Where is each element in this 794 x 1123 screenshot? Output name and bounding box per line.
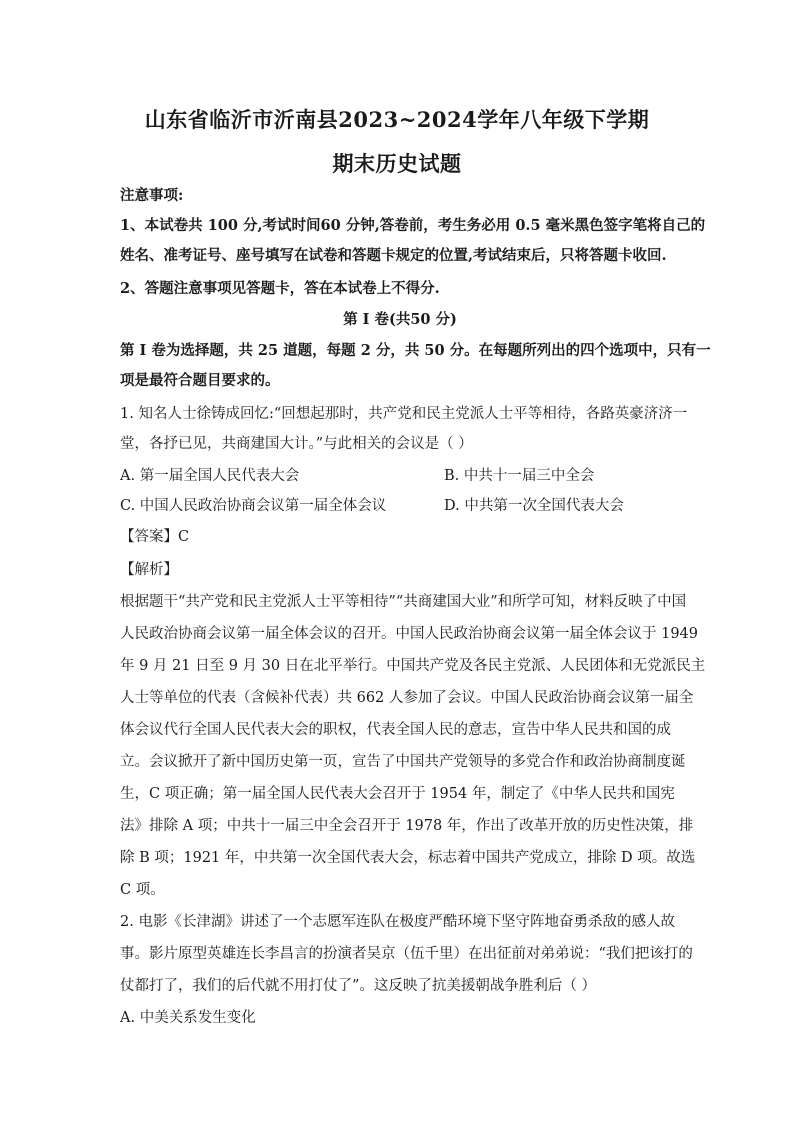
q1-stem-line1: 1. 知名人士徐铸成回忆:“回想起那时，共产党和民主党派人士平等相待，各路英豪济济一	[120, 406, 688, 422]
q1-analysis-line: 人民政治协商会议第一届全体会议的召开。中国人民政治协商会议第一届全体会议于 1949	[120, 626, 699, 642]
exam-title-line1: 山东省临沂市沂南县2023~2024学年八年级下学期	[144, 107, 650, 132]
q1-answer: 【答案】C	[120, 529, 190, 545]
notice-item2: 2、答题注意事项见答题卡，答在本试卷上不得分.	[120, 280, 440, 297]
q1-analysis-line: 法》排除 A 项；中共十一届三中全会召开于 1978 年，作出了改革开放的历史性决策，排	[120, 818, 694, 834]
q1-option-c: C. 中国人民政治协商会议第一届全体会议	[120, 498, 387, 514]
q1-analysis-line: 生，C 项正确；第一届全国人民代表大会召开于 1954 年，制定了《中华人民共和国宪	[120, 786, 675, 802]
q2-option-a: A. 中美关系发生变化	[120, 1010, 256, 1026]
q1-option-d: D. 中共第一次全国代表大会	[444, 498, 624, 514]
q1-analysis-line: 除 B 项；1921 年，中共第一次全国代表大会，标志着中国共产党成立，排除 D 项。故选	[120, 850, 696, 866]
q1-option-b: B. 中共十一届三中全会	[444, 468, 595, 484]
q1-analysis-line: 体会议代行全国人民代表大会的职权，代表全国人民的意志，宣告中华人民共和国的成	[120, 722, 671, 738]
q1-stem-line2: 堂，各抒已见，共商建国大计。”与此相关的会议是（ ）	[120, 436, 473, 452]
notice-item1-line2: 姓名、准考证号、座号填写在试卷和答题卡规定的位置,考试结束后，只将答题卡收回.	[120, 247, 667, 264]
q1-analysis-line: 人士等单位的代表（含候补代表）共 662 人参加了会议。中国人民政治协商会议第一届全	[120, 690, 694, 706]
section1-intro-line1: 第 I 卷为选择题，共 25 道题，每题 2 分，共 50 分。在每题所列出的四个选项中，只有一	[120, 342, 711, 359]
q1-analysis-line: 立。会议掀开了新中国历史第一页，宣告了中国共产党领导的多党合作和政治协商制度诞	[120, 754, 686, 770]
notice-heading: 注意事项:	[120, 187, 184, 204]
section1-intro-line2: 项是最符合题目要求的。	[120, 372, 280, 389]
q2-stem-line: 事。影片原型英雄连长李昌言的扮演者吴京（伍千里）在出征前对弟弟说：“我们把该打的	[120, 946, 693, 962]
q1-analysis-heading: 【解析】	[120, 562, 178, 578]
q1-analysis-line: C 项。	[120, 882, 165, 898]
notice-item1-line1: 1、本试卷共 100 分,考试时间60 分钟,答卷前，考生务必用 0.5 毫米黑色签字笔将自己的	[120, 217, 706, 234]
exam-title-line2: 期末历史试题	[332, 151, 462, 176]
q2-stem-line: 仗都打了，我们的后代就不用打仗了”。这反映了抗美援朝战争胜利后（ ）	[120, 978, 597, 994]
q1-analysis-line: 根据题干“共产党和民主党派人士平等相待”“共商建国大业”和所学可知，材料反映了中国	[120, 594, 687, 610]
q1-analysis-line: 年 9 月 21 日至 9 月 30 日在北平举行。中国共产党及各民主党派、人民团体和无党派民主	[120, 658, 706, 674]
q2-stem-line: 2. 电影《长津湖》讲述了一个志愿军连队在极度严酷环境下坚守阵地奋勇杀敌的感人故	[120, 914, 675, 930]
section1-heading: 第 I 卷(共50 分)	[343, 311, 457, 328]
q1-option-a: A. 第一届全国人民代表大会	[120, 468, 300, 484]
